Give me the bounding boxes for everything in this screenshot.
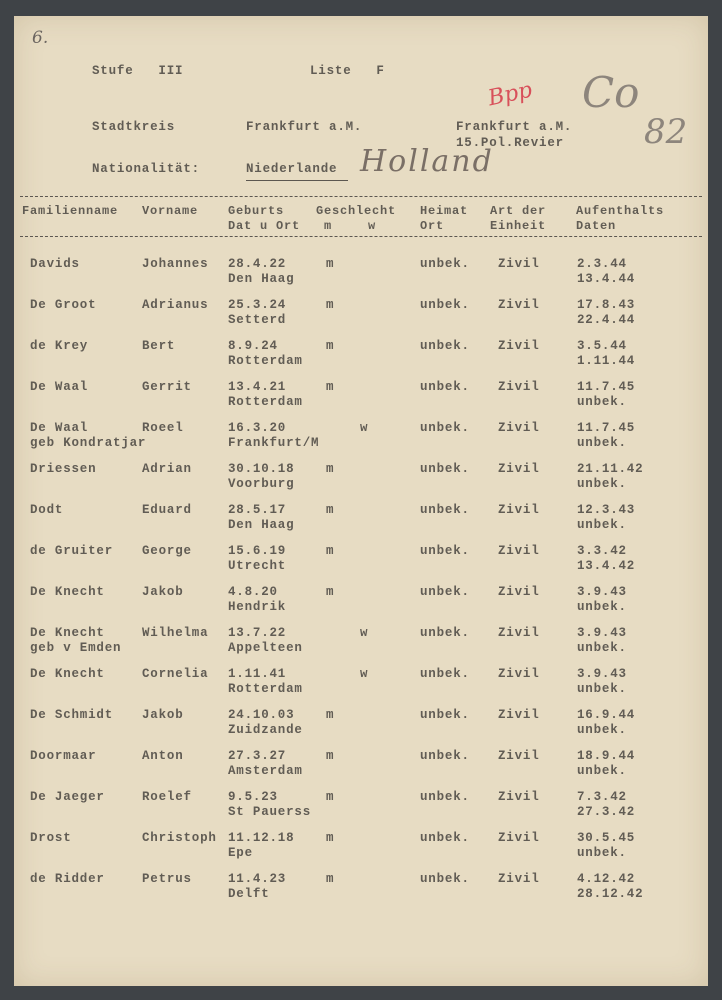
row-aufenthalt-1: 30.5.45 xyxy=(577,831,636,845)
col-art-1: Art der xyxy=(490,204,547,218)
row-heimat: unbek. xyxy=(420,831,470,845)
row-heimat: unbek. xyxy=(420,708,470,722)
row-art: Zivil xyxy=(498,257,540,271)
col-aufenthalts-2: Daten xyxy=(576,219,617,233)
row-vorname: Gerrit xyxy=(142,380,192,394)
row-familienname: Driessen xyxy=(30,462,97,476)
row-aufenthalt-1: 11.7.45 xyxy=(577,421,636,435)
row-vorname: Johannes xyxy=(142,257,209,271)
row-heimat: unbek. xyxy=(420,749,470,763)
row-heimat: unbek. xyxy=(420,421,470,435)
row-familienname: De Knecht xyxy=(30,626,105,640)
row-geburt-datum: 11.4.23 xyxy=(228,872,287,886)
row-vorname: Eduard xyxy=(142,503,192,517)
col-geschlecht: Geschlecht xyxy=(316,204,397,218)
col-geburts-1: Geburts xyxy=(228,204,285,218)
row-art: Zivil xyxy=(498,749,540,763)
row-art: Zivil xyxy=(498,421,540,435)
row-geburt-datum: 8.9.24 xyxy=(228,339,278,353)
row-aufenthalt-2: 13.4.42 xyxy=(577,559,636,573)
row-geburt-ort: Delft xyxy=(228,887,270,901)
row-geburt-datum: 28.4.22 xyxy=(228,257,287,271)
row-art: Zivil xyxy=(498,544,540,558)
row-aufenthalt-2: unbek. xyxy=(577,641,627,655)
stadtkreis-value: Frankfurt a.M. xyxy=(246,120,363,134)
row-geburt-ort: St Pauerss xyxy=(228,805,312,819)
row-heimat: unbek. xyxy=(420,626,470,640)
row-heimat: unbek. xyxy=(420,790,470,804)
row-familienname: De Knecht xyxy=(30,585,105,599)
row-vorname: Adrian xyxy=(142,462,192,476)
row-vorname: George xyxy=(142,544,192,558)
row-geschlecht-m: m xyxy=(326,339,335,353)
nationality-value: Niederlande xyxy=(246,162,338,176)
row-aufenthalt-1: 3.5.44 xyxy=(577,339,627,353)
row-geburt-ort: Voorburg xyxy=(228,477,295,491)
row-geburt-datum: 27.3.27 xyxy=(228,749,287,763)
row-geburt-datum: 15.6.19 xyxy=(228,544,287,558)
row-familienname: Dodt xyxy=(30,503,64,517)
row-aufenthalt-2: 27.3.42 xyxy=(577,805,636,819)
row-geschlecht-m: m xyxy=(326,380,335,394)
row-geburt-ort: Hendrik xyxy=(228,600,287,614)
row-aufenthalt-2: unbek. xyxy=(577,846,627,860)
col-heimat-2: Ort xyxy=(420,219,445,233)
row-heimat: unbek. xyxy=(420,257,470,271)
col-geschlecht-w: w xyxy=(368,219,377,233)
row-geburt-ort: Den Haag xyxy=(228,518,295,532)
row-aufenthalt-1: 7.3.42 xyxy=(577,790,627,804)
row-geburt-datum: 11.12.18 xyxy=(228,831,295,845)
row-familienname-2: geb Kondratjar xyxy=(30,436,147,450)
row-geschlecht-m: m xyxy=(326,872,335,886)
row-geschlecht-w: w xyxy=(360,626,369,640)
row-geburt-ort: Den Haag xyxy=(228,272,295,286)
row-aufenthalt-1: 16.9.44 xyxy=(577,708,636,722)
row-aufenthalt-2: unbek. xyxy=(577,395,627,409)
row-heimat: unbek. xyxy=(420,667,470,681)
handwritten-red-note: Bpp xyxy=(485,77,535,112)
col-heimat-1: Heimat xyxy=(420,204,469,218)
row-vorname: Cornelia xyxy=(142,667,209,681)
row-aufenthalt-2: unbek. xyxy=(577,436,627,450)
row-geschlecht-m: m xyxy=(326,831,335,845)
row-familienname: de Ridder xyxy=(30,872,105,886)
liste-label: Liste F xyxy=(310,64,385,78)
row-vorname: Roelef xyxy=(142,790,192,804)
row-art: Zivil xyxy=(498,462,540,476)
page-marker: 6. xyxy=(32,28,49,48)
row-geburt-ort: Setterd xyxy=(228,313,287,327)
nationality-label: Nationalität: xyxy=(92,162,200,176)
row-geburt-ort: Appelteen xyxy=(228,641,303,655)
row-vorname: Christoph xyxy=(142,831,217,845)
col-vorname: Vorname xyxy=(142,204,199,218)
row-geburt-ort: Utrecht xyxy=(228,559,287,573)
header-bottom-rule xyxy=(20,236,702,237)
row-familienname: Drost xyxy=(30,831,72,845)
handwritten-top-right: Co xyxy=(582,68,640,117)
row-aufenthalt-2: unbek. xyxy=(577,477,627,491)
row-geschlecht-m: m xyxy=(326,749,335,763)
row-art: Zivil xyxy=(498,831,540,845)
row-familienname: de Krey xyxy=(30,339,89,353)
row-familienname: De Waal xyxy=(30,421,89,435)
row-geburt-ort: Frankfurt/M xyxy=(228,436,320,450)
row-vorname: Petrus xyxy=(142,872,192,886)
row-heimat: unbek. xyxy=(420,585,470,599)
row-familienname: de Gruiter xyxy=(30,544,114,558)
header-top-rule xyxy=(20,196,702,197)
row-familienname-2: geb v Emden xyxy=(30,641,122,655)
row-heimat: unbek. xyxy=(420,544,470,558)
row-vorname: Jakob xyxy=(142,708,184,722)
row-aufenthalt-2: unbek. xyxy=(577,518,627,532)
row-geschlecht-m: m xyxy=(326,790,335,804)
row-familienname: De Schmidt xyxy=(30,708,114,722)
row-heimat: unbek. xyxy=(420,503,470,517)
row-geschlecht-m: m xyxy=(326,544,335,558)
stufe-label: Stufe III xyxy=(92,64,184,78)
col-aufenthalts-1: Aufenthalts xyxy=(576,204,665,218)
row-art: Zivil xyxy=(498,790,540,804)
row-aufenthalt-1: 18.9.44 xyxy=(577,749,636,763)
row-vorname: Wilhelma xyxy=(142,626,209,640)
row-heimat: unbek. xyxy=(420,380,470,394)
row-geburt-datum: 13.4.21 xyxy=(228,380,287,394)
row-art: Zivil xyxy=(498,339,540,353)
row-aufenthalt-2: 1.11.44 xyxy=(577,354,636,368)
row-geburt-ort: Rotterdam xyxy=(228,395,303,409)
row-vorname: Adrianus xyxy=(142,298,209,312)
row-aufenthalt-1: 12.3.43 xyxy=(577,503,636,517)
row-geschlecht-w: w xyxy=(360,421,369,435)
row-geburt-datum: 13.7.22 xyxy=(228,626,287,640)
row-aufenthalt-1: 11.7.45 xyxy=(577,380,636,394)
row-art: Zivil xyxy=(498,380,540,394)
row-heimat: unbek. xyxy=(420,872,470,886)
row-aufenthalt-1: 3.9.43 xyxy=(577,585,627,599)
row-art: Zivil xyxy=(498,708,540,722)
row-art: Zivil xyxy=(498,626,540,640)
row-vorname: Jakob xyxy=(142,585,184,599)
row-geschlecht-m: m xyxy=(326,257,335,271)
row-aufenthalt-2: unbek. xyxy=(577,600,627,614)
row-geburt-datum: 4.8.20 xyxy=(228,585,278,599)
row-geschlecht-m: m xyxy=(326,708,335,722)
col-art-2: Einheit xyxy=(490,219,547,233)
row-aufenthalt-2: unbek. xyxy=(577,723,627,737)
row-aufenthalt-2: 22.4.44 xyxy=(577,313,636,327)
row-familienname: Doormaar xyxy=(30,749,97,763)
row-geschlecht-w: w xyxy=(360,667,369,681)
row-geschlecht-m: m xyxy=(326,298,335,312)
row-geburt-ort: Epe xyxy=(228,846,253,860)
row-aufenthalt-1: 3.3.42 xyxy=(577,544,627,558)
row-geschlecht-m: m xyxy=(326,503,335,517)
col-geschlecht-m: m xyxy=(324,219,333,233)
row-geburt-ort: Zuidzande xyxy=(228,723,303,737)
handwritten-number: 82 xyxy=(644,112,688,152)
row-aufenthalt-1: 17.8.43 xyxy=(577,298,636,312)
row-art: Zivil xyxy=(498,298,540,312)
row-aufenthalt-2: 13.4.44 xyxy=(577,272,636,286)
handwritten-holland: Holland xyxy=(360,144,494,179)
row-aufenthalt-1: 4.12.42 xyxy=(577,872,636,886)
row-art: Zivil xyxy=(498,667,540,681)
col-geburts-2: Dat u Ort xyxy=(228,219,301,233)
row-vorname: Roeel xyxy=(142,421,184,435)
row-geburt-datum: 9.5.23 xyxy=(228,790,278,804)
row-geburt-datum: 28.5.17 xyxy=(228,503,287,517)
row-familienname: De Waal xyxy=(30,380,89,394)
row-geburt-datum: 30.10.18 xyxy=(228,462,295,476)
row-familienname: De Groot xyxy=(30,298,97,312)
row-geburt-ort: Amsterdam xyxy=(228,764,303,778)
row-aufenthalt-2: unbek. xyxy=(577,682,627,696)
row-aufenthalt-1: 3.9.43 xyxy=(577,626,627,640)
row-art: Zivil xyxy=(498,872,540,886)
col-familienname: Familienname xyxy=(22,204,119,218)
row-geburt-datum: 1.11.41 xyxy=(228,667,287,681)
row-heimat: unbek. xyxy=(420,462,470,476)
police-district-line1: Frankfurt a.M. xyxy=(456,120,573,134)
row-heimat: unbek. xyxy=(420,339,470,353)
row-geschlecht-m: m xyxy=(326,585,335,599)
row-art: Zivil xyxy=(498,503,540,517)
row-heimat: unbek. xyxy=(420,298,470,312)
row-aufenthalt-1: 3.9.43 xyxy=(577,667,627,681)
row-geschlecht-m: m xyxy=(326,462,335,476)
row-familienname: De Knecht xyxy=(30,667,105,681)
row-geburt-ort: Rotterdam xyxy=(228,682,303,696)
row-geburt-datum: 24.10.03 xyxy=(228,708,295,722)
nationality-underline xyxy=(246,180,348,181)
row-aufenthalt-2: 28.12.42 xyxy=(577,887,644,901)
row-aufenthalt-2: unbek. xyxy=(577,764,627,778)
row-aufenthalt-1: 21.11.42 xyxy=(577,462,644,476)
row-vorname: Anton xyxy=(142,749,184,763)
stadtkreis-label: Stadtkreis xyxy=(92,120,176,134)
police-district-line2: 15.Pol.Revier xyxy=(456,136,564,150)
row-familienname: De Jaeger xyxy=(30,790,105,804)
row-art: Zivil xyxy=(498,585,540,599)
row-geburt-ort: Rotterdam xyxy=(228,354,303,368)
row-geburt-datum: 16.3.20 xyxy=(228,421,287,435)
row-geburt-datum: 25.3.24 xyxy=(228,298,287,312)
row-vorname: Bert xyxy=(142,339,176,353)
row-aufenthalt-1: 2.3.44 xyxy=(577,257,627,271)
document-page xyxy=(14,16,708,986)
row-familienname: Davids xyxy=(30,257,80,271)
